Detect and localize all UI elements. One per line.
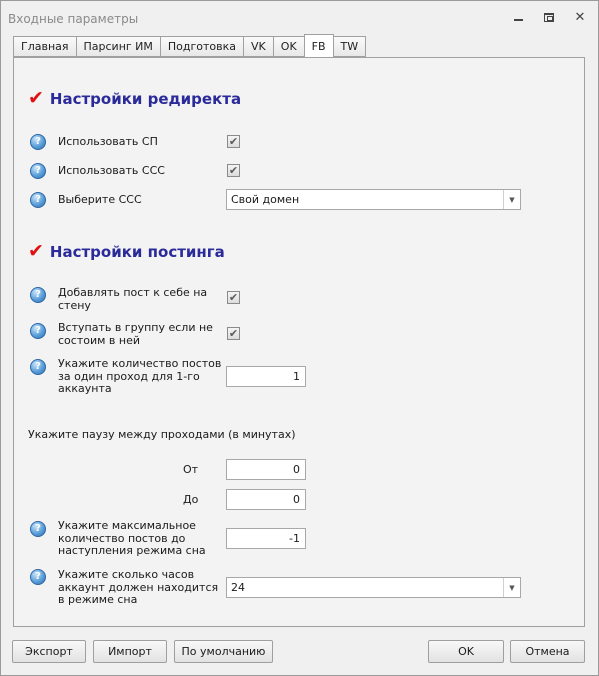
import-button[interactable]: Импорт xyxy=(93,640,167,663)
tab-tw[interactable]: TW xyxy=(334,36,367,57)
help-icon[interactable]: ? xyxy=(30,192,46,208)
pause-label: Укажите паузу между проходами (в минутах) xyxy=(28,428,296,441)
max-posts-sleep-input[interactable] xyxy=(226,528,306,549)
window-title: Входные параметры xyxy=(8,12,139,26)
tab-vk[interactable]: VK xyxy=(243,36,273,57)
redirect-section-label: Настройки редиректа xyxy=(49,89,242,108)
sleep-hours-value: 24 xyxy=(231,581,245,594)
cancel-button[interactable]: Отмена xyxy=(510,640,585,663)
tab-bar xyxy=(13,36,366,57)
help-icon[interactable]: ? xyxy=(30,163,46,179)
choose-sss-label: Выберите ССС xyxy=(58,193,142,206)
minimize-icon xyxy=(514,19,523,21)
help-icon[interactable]: ? xyxy=(30,521,46,537)
sleep-hours-select[interactable] xyxy=(226,577,521,598)
close-icon: ✕ xyxy=(574,9,586,25)
help-icon[interactable]: ? xyxy=(30,323,46,339)
maximize-button[interactable] xyxy=(535,7,563,27)
join-group-checkbox[interactable] xyxy=(227,327,240,340)
checkmark-icon: ✔ xyxy=(28,87,44,109)
pause-to-input[interactable] xyxy=(226,489,306,510)
use-sss-checkbox[interactable] xyxy=(227,164,240,177)
posting-section-label: Настройки постинга xyxy=(49,242,225,261)
tab-ok[interactable]: OK xyxy=(273,36,304,57)
check-icon: ✔ xyxy=(228,164,239,177)
help-icon[interactable]: ? xyxy=(30,287,46,303)
fb-settings-panel xyxy=(13,57,585,627)
pause-from-input[interactable] xyxy=(226,459,306,480)
check-icon: ✔ xyxy=(228,291,239,304)
join-group-label: Вступать в группу если не состоим в ней xyxy=(58,321,213,347)
dropdown-arrow-icon[interactable]: ▼ xyxy=(503,578,520,597)
title-bar[interactable] xyxy=(1,1,598,33)
export-button[interactable]: Экспорт xyxy=(12,640,86,663)
default-button[interactable]: По умолчанию xyxy=(174,640,273,663)
add-post-label: Добавлять пост к себе на стену xyxy=(58,286,208,312)
help-icon[interactable]: ? xyxy=(30,569,46,585)
use-sp-label: Использовать СП xyxy=(58,135,158,148)
dropdown-arrow-icon[interactable]: ▼ xyxy=(503,190,520,209)
help-icon[interactable]: ? xyxy=(30,359,46,375)
use-sp-checkbox[interactable] xyxy=(227,135,240,148)
close-button[interactable] xyxy=(566,7,594,27)
ok-button[interactable]: OK xyxy=(428,640,504,663)
posts-per-pass-input[interactable] xyxy=(226,366,306,387)
redirect-section-title xyxy=(28,89,241,108)
add-post-checkbox[interactable] xyxy=(227,291,240,304)
tab-fb[interactable]: FB xyxy=(304,34,334,57)
pause-to-label: До xyxy=(183,493,199,506)
checkmark-icon: ✔ xyxy=(28,240,44,262)
check-icon: ✔ xyxy=(228,135,239,148)
tab-preparation[interactable]: Подготовка xyxy=(160,36,243,57)
minimize-button[interactable] xyxy=(504,7,532,27)
max-posts-sleep-label: Укажите максимальное количество постов до наступления режима сна xyxy=(58,519,206,557)
tab-main[interactable]: Главная xyxy=(13,36,76,57)
use-sss-label: Использовать ССС xyxy=(58,164,165,177)
help-icon[interactable]: ? xyxy=(30,134,46,150)
check-icon: ✔ xyxy=(228,327,239,340)
pause-from-label: От xyxy=(183,463,199,476)
tab-parsing-im[interactable]: Парсинг ИМ xyxy=(76,36,160,57)
posting-section-title xyxy=(28,242,225,261)
restore-icon xyxy=(544,13,554,22)
sleep-hours-label: Укажите сколько часов аккаунт должен находится в режиме сна xyxy=(58,568,219,606)
posts-per-pass-label: Укажите количество постов за один проход для 1-го аккаунта xyxy=(58,357,222,395)
sss-select[interactable] xyxy=(226,189,521,210)
sss-select-value: Свой домен xyxy=(231,193,300,206)
